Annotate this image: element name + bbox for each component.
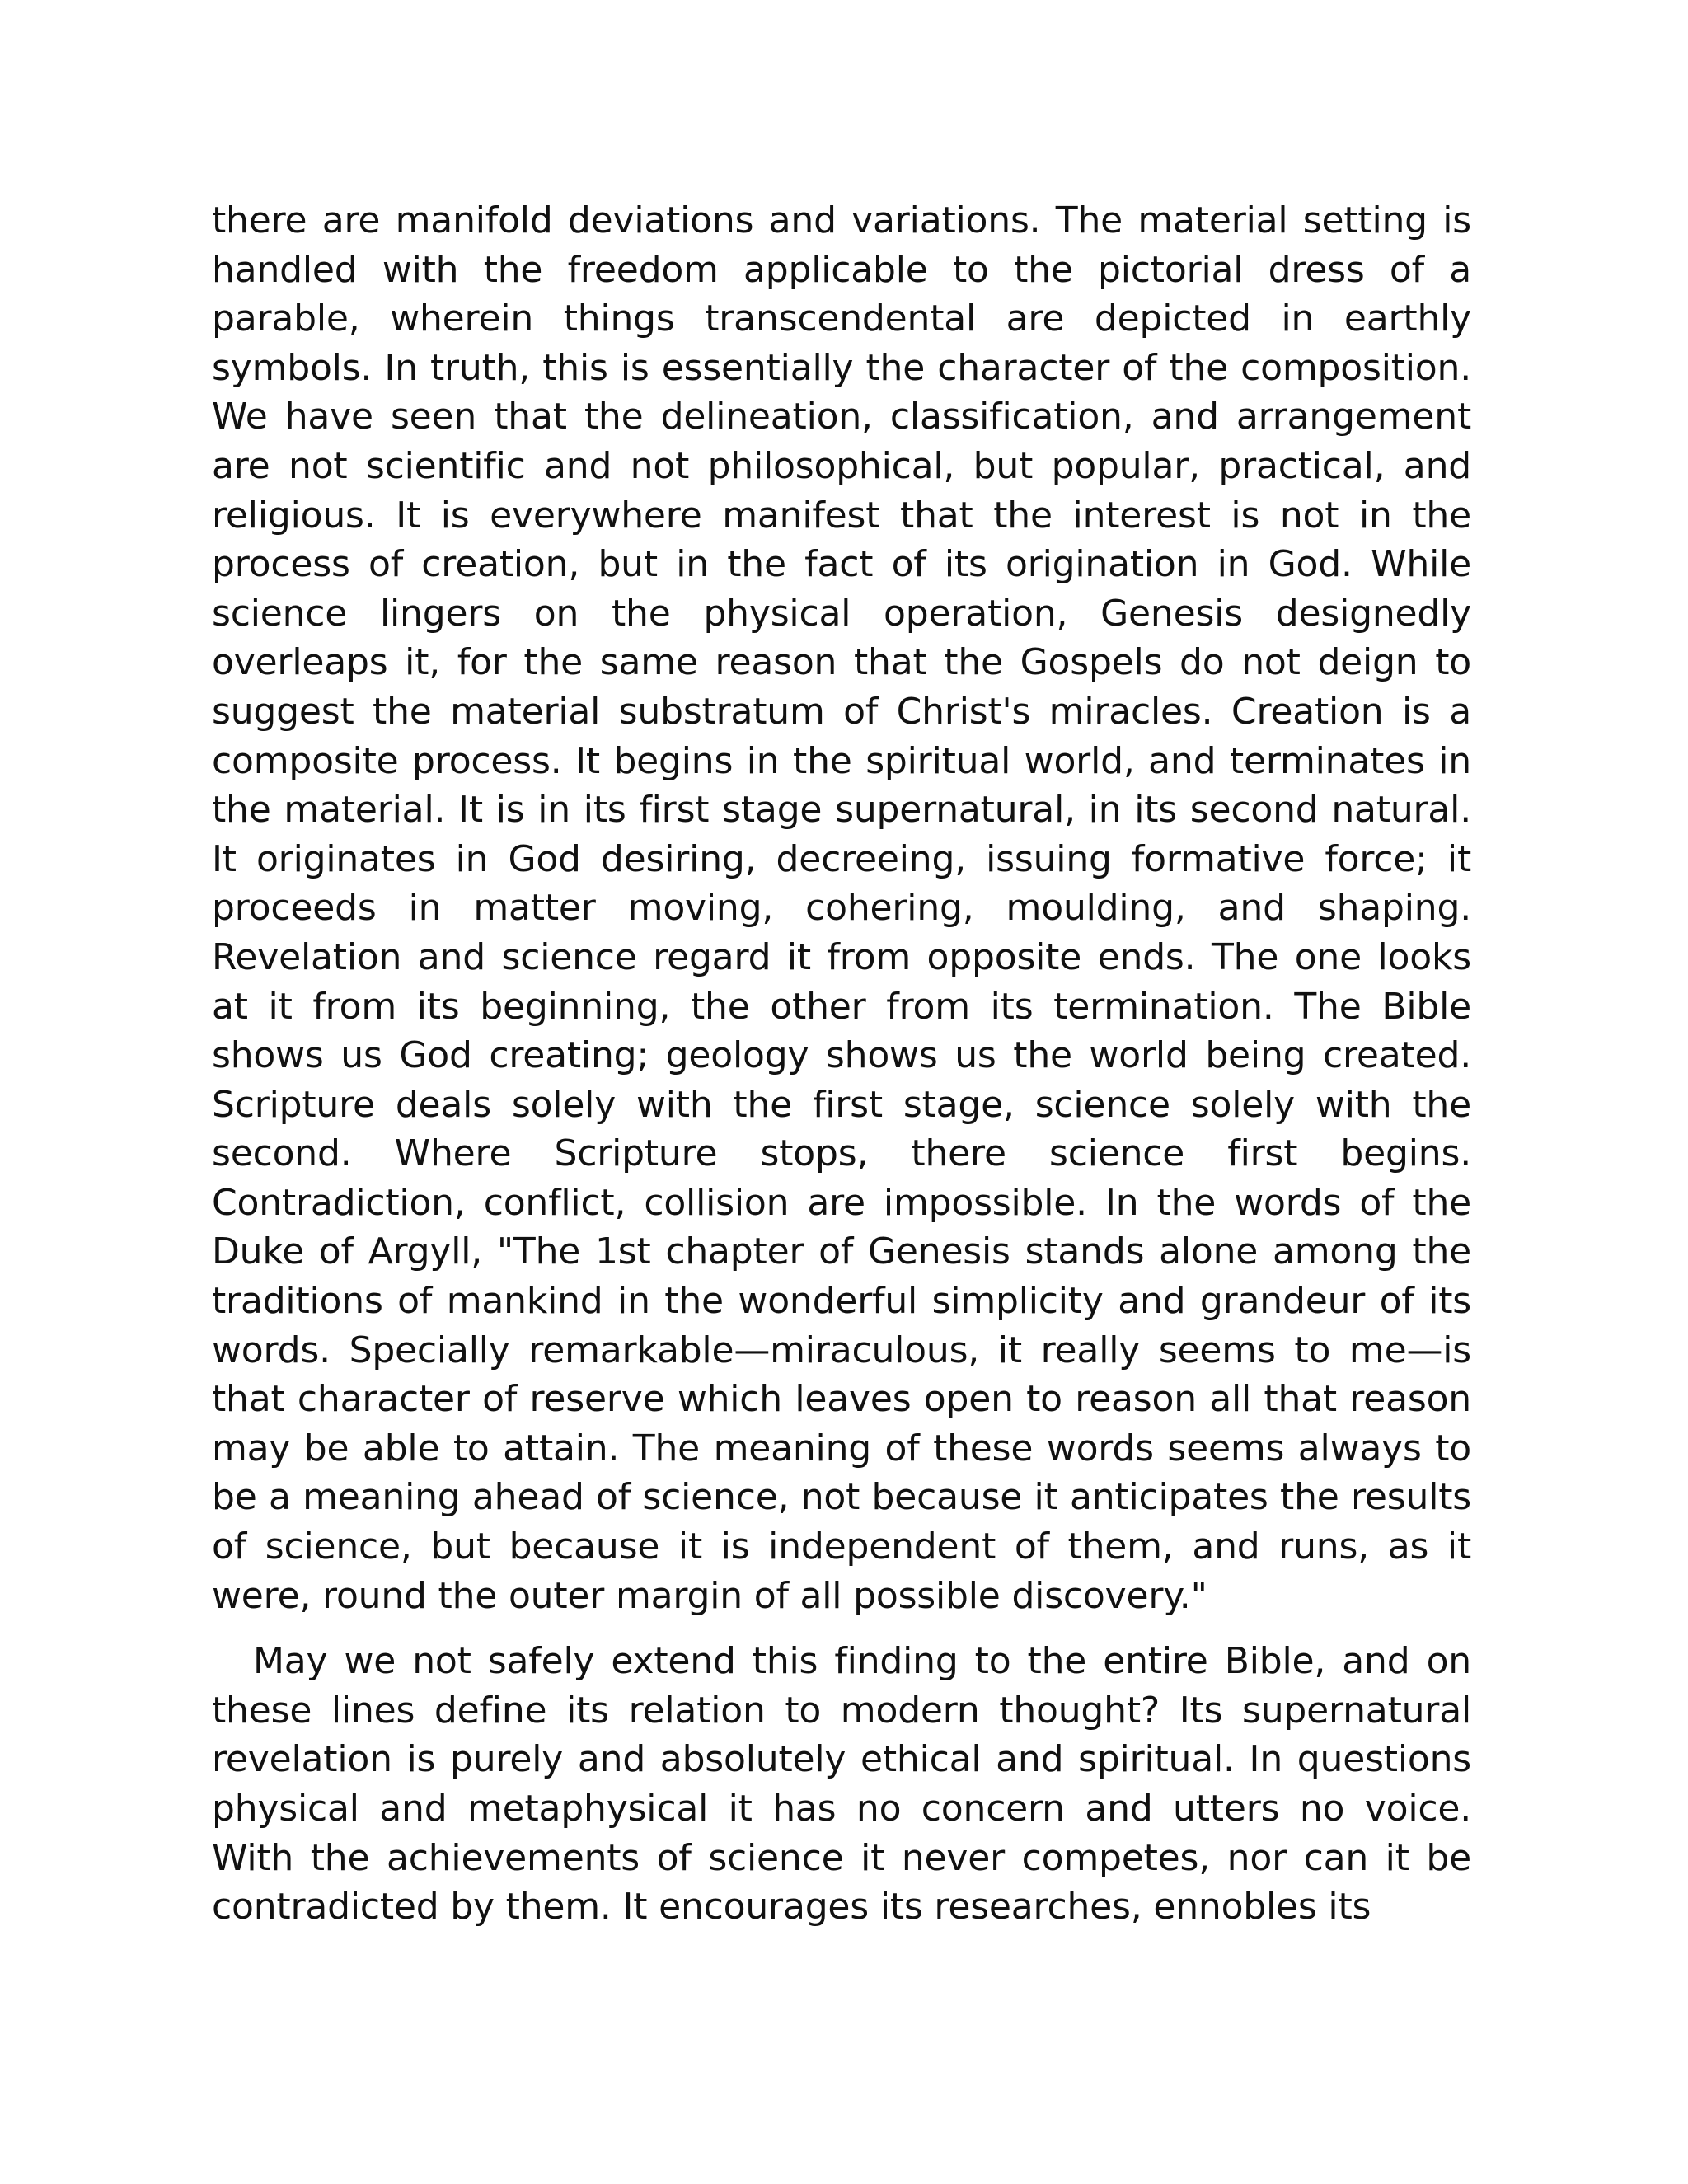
body-paragraph: there are manifold deviations and variations. The material setting is handled with the freedom applicable to the pictorial dress of a parable, wherein things transcendental are depicted in earthly symbols. In truth, this is essentially the character of the composition. We have seen that the delineation, classification, and arrangement are not scientific and not philosophical, but popular, practical, and religious. It is everywhere manifest that the interest is not in the process of creation, but in the fact of its origination in God. While science lingers on the physical operation, Genesis designedly overleaps it, for the same reason that the Gospels do not deign to suggest the material substratum of Christ's miracles. Creation is a composite process. It begins in the spiritual world, and terminates in the material. It is in its first stage supernatural, in its second natural. It originates in God desiring, decreeing, issuing formative force; it proceeds in matter moving, cohering, moulding, and shaping. Revelation and science regard it from opposite ends. The one looks at it from its beginning, the other from its termination. The Bible shows us God creating; geology shows us the world being created. Scripture deals solely with the first stage, science solely with the second. Where Scripture stops, there science first begins. Contradiction, conflict, collision are impossible. In the words of the Duke of Argyll, "The 1st chapter of Genesis stands alone among the traditions of mankind in the wonderful simplicity and grandeur of its words. Specially remarkable—miraculous, it really seems to me—is that character of reserve which leaves open to reason all that reason may be able to attain. The meaning of these words seems always to be a meaning ahead of science, not because it anticipates the results of science, but because it is independent of them, and runs, as it were, round the outer margin of all possible discovery." bbox=[212, 199, 1471, 1617]
document-page bbox=[212, 196, 1471, 1932]
body-paragraph: May we not safely extend this finding to the entire Bible, and on these lines define its relation to modern thought? Its supernatural revelation is purely and absolutely ethical and spiritual. In questions physical and metaphysical it has no concern and utters no voice. With the achievements of science it never competes, nor can it be contradicted by them. It encourages its researches, ennobles its bbox=[212, 1640, 1471, 1929]
